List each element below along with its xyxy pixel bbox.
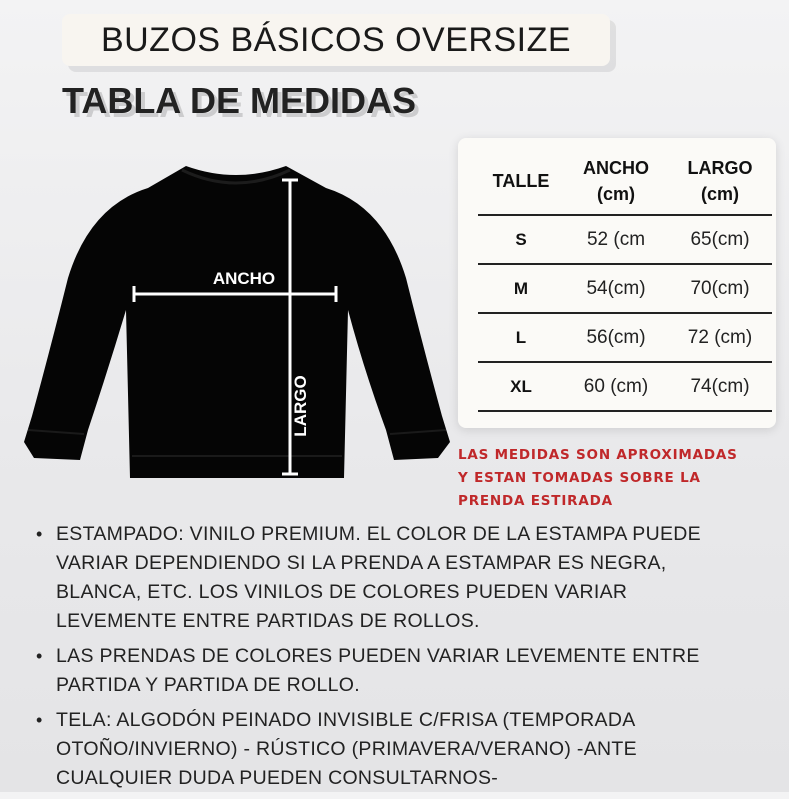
list-item — [36, 520, 776, 636]
length-cell: 74(cm) — [690, 375, 750, 397]
header-width-line1: ANCHO — [583, 158, 649, 178]
size-table-header — [478, 148, 772, 216]
list-item-text — [56, 642, 700, 700]
header-size: TALLE — [492, 171, 550, 191]
size-cell: L — [515, 327, 527, 347]
length-cell: 65(cm) — [690, 228, 750, 250]
table-row — [478, 363, 772, 412]
table-row — [478, 265, 772, 314]
details-list — [36, 520, 776, 799]
note-line: LAS MEDIDAS SON APROXIMADAS — [458, 447, 738, 463]
text-line: OTOÑO/INVIERNO) - RÚSTICO (PRIMAVERA/VERANO) -ANTE — [56, 738, 637, 760]
size-cell: M — [513, 278, 529, 298]
text-line: VARIAR DEPENDIENDO SI LA PRENDA A ESTAMPAR ES NEGRA, — [56, 552, 667, 574]
list-item-text — [56, 706, 637, 793]
size-cell: S — [515, 229, 527, 249]
text-line: LAS PRENDAS DE COLORES PUEDEN VARIAR LEVEMENTE ENTRE — [56, 645, 700, 667]
page-subtitle: TABLA DE MEDIDAS — [62, 80, 416, 121]
measurement-note — [458, 444, 788, 513]
list-item — [36, 706, 776, 793]
text-line: TELA: ALGODÓN PEINADO INVISIBLE C/FRISA (TEMPORADA — [56, 709, 636, 731]
text-line: CUALQUIER DUDA PUEDEN CONSULTARNOS- — [56, 767, 499, 789]
length-label: LARGO — [291, 375, 310, 437]
text-line: BLANCA, ETC. LOS VINILOS DE COLORES PUEDEN VARIAR — [56, 581, 628, 603]
header-width — [564, 155, 668, 207]
width-cell: 60 (cm) — [583, 375, 649, 397]
text-line: LEVEMENTE ENTRE PARTIDAS DE ROLLOS. — [56, 610, 480, 632]
length-cell: 72 (cm) — [687, 326, 753, 348]
bullet-icon: • — [36, 646, 43, 666]
size-table-card — [458, 138, 776, 428]
list-item-text — [56, 520, 701, 636]
width-cell: 54(cm) — [586, 277, 646, 299]
text-line: PARTIDA Y PARTIDA DE ROLLO. — [56, 674, 360, 696]
width-cell: 56(cm) — [586, 326, 646, 348]
sweatshirt-body — [24, 166, 450, 478]
product-title: BUZOS BÁSICOS OVERSIZE — [62, 14, 610, 66]
bullet-icon: • — [36, 710, 43, 730]
header-length-line1: LARGO — [687, 158, 753, 178]
header-length-line2: (cm) — [700, 184, 739, 204]
size-cell: XL — [510, 376, 532, 396]
note-line: Y ESTAN TOMADAS SOBRE LA — [458, 470, 701, 486]
width-label: ANCHO — [212, 269, 276, 288]
sweatshirt-diagram — [14, 160, 460, 490]
header-width-line2: (cm) — [596, 184, 635, 204]
bullet-icon: • — [36, 524, 43, 544]
width-cell: 52 (cm — [586, 228, 646, 250]
table-row — [478, 216, 772, 265]
note-line: PRENDA ESTIRADA — [458, 493, 613, 509]
header-length — [668, 155, 772, 207]
table-row — [478, 314, 772, 363]
length-cell: 70(cm) — [690, 277, 750, 299]
text-line: ESTAMPADO: VINILO PREMIUM. EL COLOR DE LA ESTAMPA PUEDE — [56, 523, 701, 545]
size-table — [478, 148, 772, 412]
list-item — [36, 642, 776, 700]
